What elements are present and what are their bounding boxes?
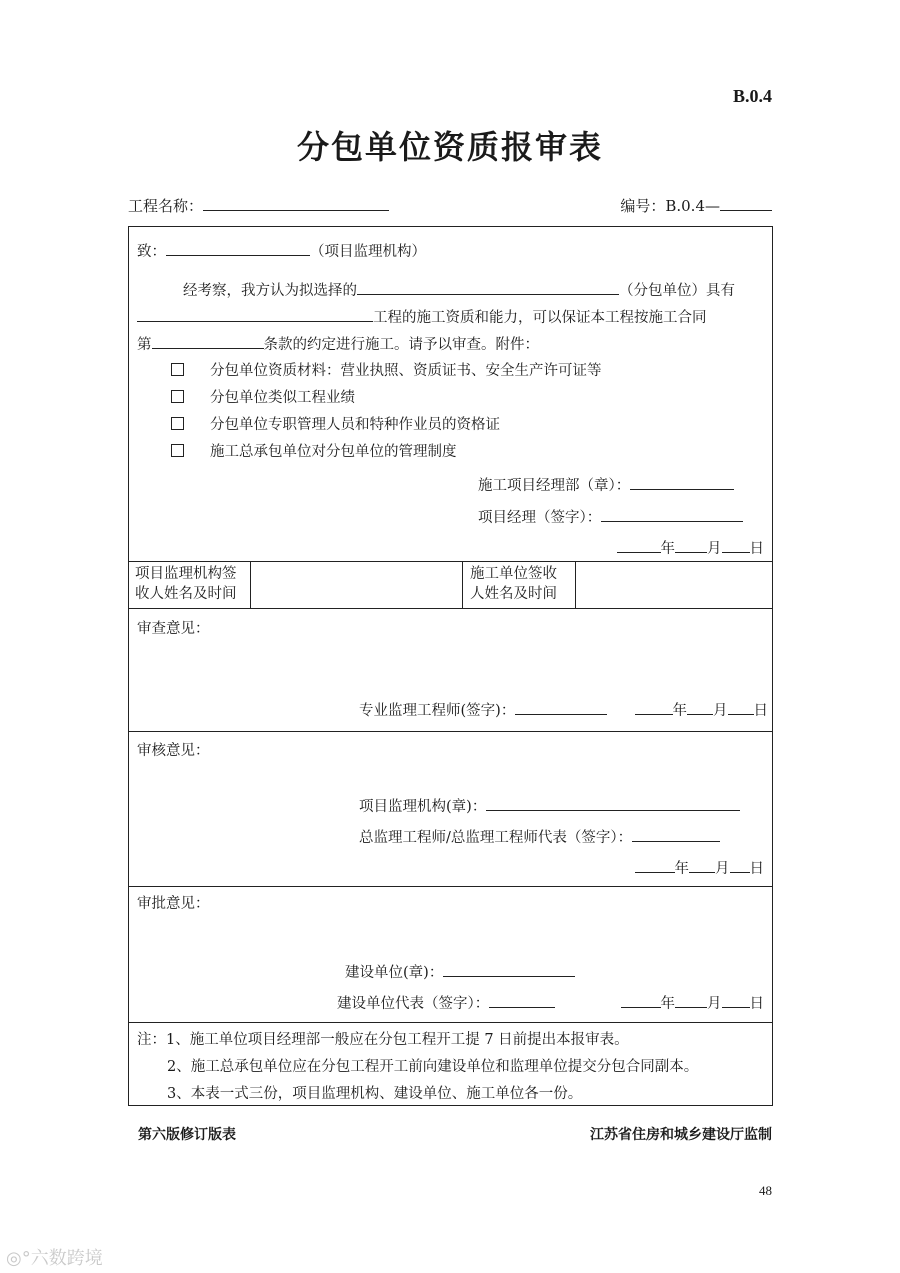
attachment-item: 分包单位资质材料：营业执照、资质证书、安全生产许可证等: [171, 361, 602, 381]
year-field[interactable]: [635, 700, 673, 715]
manager-sign-row: 项目经理（签字）：: [478, 507, 743, 528]
attachment-checkbox[interactable]: [171, 363, 184, 376]
attachment-checkbox[interactable]: [171, 390, 184, 403]
form-code: B.0.4: [732, 86, 772, 106]
footer-left: 第六版修订版表: [138, 1127, 236, 1143]
audit-chief-row: 总监理工程师/总监理工程师代表（签字）：: [359, 827, 720, 848]
day-field[interactable]: [728, 700, 754, 715]
divider: [129, 886, 772, 887]
month-field[interactable]: [675, 538, 707, 553]
month-field[interactable]: [689, 858, 715, 873]
clause-field[interactable]: [152, 334, 264, 349]
day-field[interactable]: [730, 858, 750, 873]
attachment-item: 分包单位类似工程业绩: [171, 388, 355, 408]
date-row: 年 月 日: [621, 993, 765, 1014]
page-number: 48: [759, 1183, 772, 1198]
year-field[interactable]: [621, 993, 661, 1008]
attachment-item: 分包单位专职管理人员和特种作业员的资格证: [171, 415, 500, 435]
attachment-item: 施工总承包单位对分包单位的管理制度: [171, 442, 457, 462]
attachment-checkbox[interactable]: [171, 444, 184, 457]
divider: [129, 608, 772, 609]
day-field[interactable]: [722, 993, 750, 1008]
year-field[interactable]: [617, 538, 661, 553]
body-line-1: 经考察，我方认为拟选择的 （分包单位）具有: [183, 280, 735, 301]
note-2: 2、施工总承包单位应在分包工程开工前向建设单位和监理单位提交分包合同副本。: [167, 1059, 699, 1075]
attachment-checkbox[interactable]: [171, 417, 184, 430]
month-field[interactable]: [687, 700, 713, 715]
to-suffix: （项目监理机构）: [310, 244, 426, 260]
review-label: 审查意见：: [137, 621, 210, 637]
date-row: 年 月 日: [635, 700, 769, 721]
divider: [462, 561, 463, 608]
manager-sign-field[interactable]: [601, 507, 743, 522]
application-form: [128, 226, 773, 1106]
note-3: 3、本表一式三份，项目监理机构、建设单位、施工单位各一份。: [167, 1086, 583, 1102]
serial-label: 编号：B.0.4—: [620, 197, 720, 215]
audit-org-field[interactable]: [486, 796, 740, 811]
contractor-dept-field[interactable]: [630, 475, 734, 490]
divider: [250, 561, 251, 608]
page-title: 分包单位资质报审表: [296, 128, 603, 166]
project-name-field[interactable]: [203, 196, 389, 211]
serial-field[interactable]: [720, 196, 772, 211]
contractor-receipt-label: 施工单位签收 人姓名及时间: [470, 566, 557, 602]
to-field[interactable]: [166, 241, 310, 256]
divider: [129, 1022, 772, 1023]
project-name-row: [128, 195, 389, 216]
month-field[interactable]: [675, 993, 707, 1008]
project-field[interactable]: [137, 307, 373, 322]
divider: [575, 561, 576, 608]
to-row: [137, 241, 426, 262]
date-row: 年 月 日: [617, 538, 765, 559]
note-1: 注：1、施工单位项目经理部一般应在分包工程开工提 7 日前提出本报审表。: [137, 1032, 629, 1048]
day-field[interactable]: [722, 538, 750, 553]
year-field[interactable]: [635, 858, 675, 873]
approval-rep-row: 建设单位代表（签字）：: [337, 993, 555, 1014]
body-line-2: 工程的施工资质和能力，可以保证本工程按施工合同: [137, 307, 707, 328]
body-line-3: 第 条款的约定进行施工。请予以审查。附件：: [137, 334, 539, 355]
date-row: 年 月 日: [635, 858, 765, 879]
watermark-icon: ◎°: [6, 1248, 31, 1269]
approval-unit-field[interactable]: [443, 962, 575, 977]
supervisor-receipt-label: 项目监理机构签 收人姓名及时间: [135, 566, 237, 602]
to-label: 致：: [137, 244, 166, 260]
audit-org-row: 项目监理机构(章)：: [359, 796, 740, 817]
audit-chief-field[interactable]: [632, 827, 720, 842]
approval-label: 审批意见：: [137, 896, 210, 912]
footer-right: 江苏省住房和城乡建设厅监制: [590, 1127, 772, 1143]
divider: [129, 561, 772, 562]
serial-row: [620, 195, 772, 216]
audit-label: 审核意见：: [137, 743, 210, 759]
project-name-label: 工程名称：: [128, 197, 204, 215]
review-engineer-row: 专业监理工程师(签字)：: [359, 700, 607, 721]
watermark: ◎°六数跨境: [6, 1248, 103, 1269]
divider: [129, 731, 772, 732]
approval-rep-field[interactable]: [489, 993, 555, 1008]
subcontractor-field[interactable]: [357, 280, 619, 295]
contractor-dept-row: 施工项目经理部（章）：: [478, 475, 734, 496]
approval-unit-row: 建设单位(章)：: [345, 962, 575, 983]
review-engineer-field[interactable]: [515, 700, 607, 715]
